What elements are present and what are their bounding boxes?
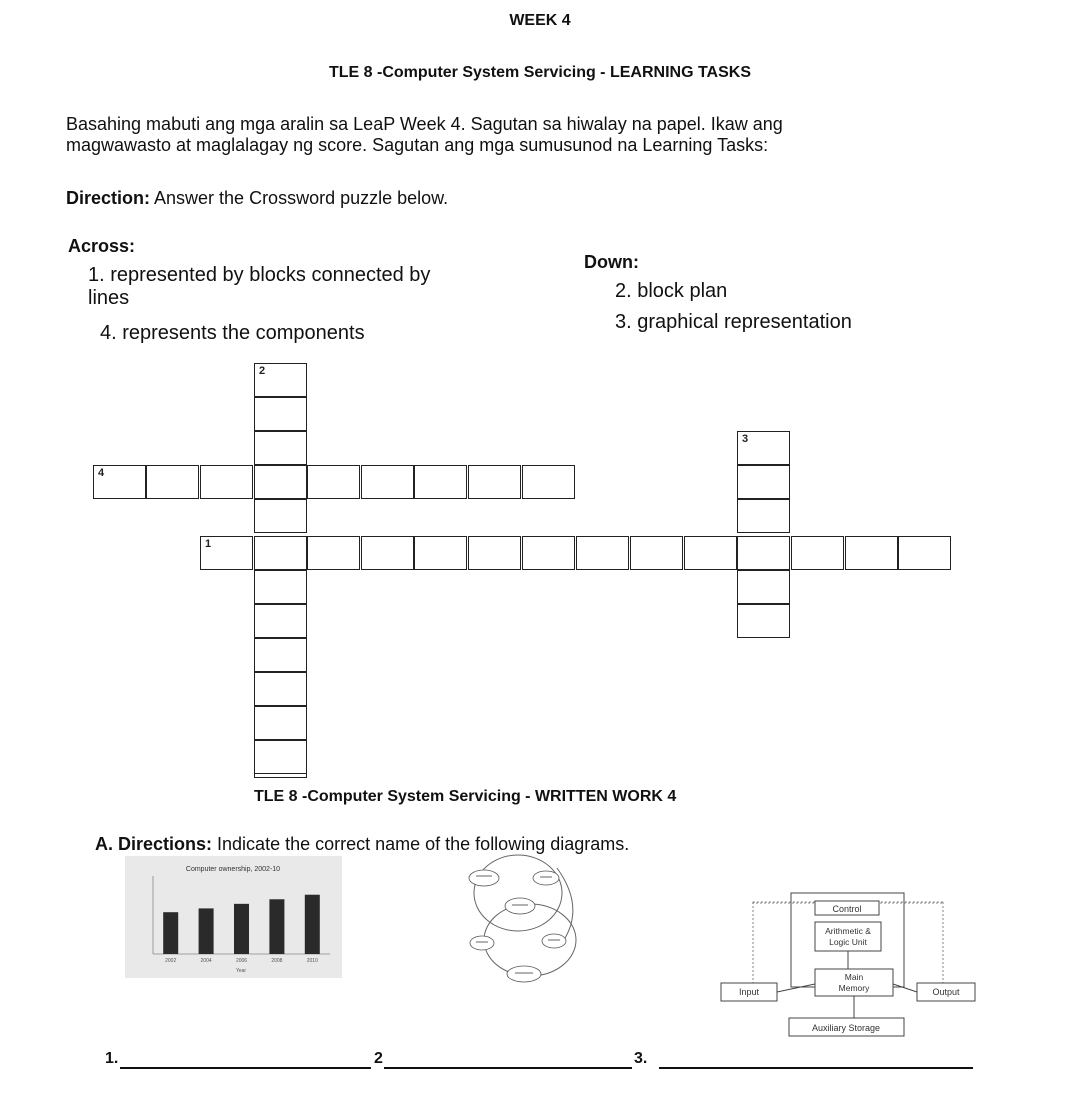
crossword-cell[interactable] bbox=[361, 465, 414, 499]
crossword-cell[interactable] bbox=[522, 465, 575, 499]
cycle-node bbox=[507, 966, 541, 982]
crossword-cell[interactable] bbox=[254, 499, 307, 533]
crossword-cell-4-across-1[interactable] bbox=[93, 465, 146, 499]
input-label: Input bbox=[738, 987, 760, 997]
crossword-cell[interactable] bbox=[737, 465, 790, 499]
written-work-directions-text: Indicate the correct name of the following diagrams. bbox=[212, 834, 630, 854]
written-work-title: TLE 8 -Computer System Servicing - WRITTEN WORK 4 bbox=[254, 788, 677, 805]
crossword-cell[interactable] bbox=[254, 465, 307, 499]
crossword-cell[interactable] bbox=[522, 536, 575, 570]
chart-title: Computer ownership, 2002-10 bbox=[185, 866, 281, 873]
crossword-cell[interactable] bbox=[414, 536, 467, 570]
clue-number-2: 2 bbox=[259, 365, 266, 377]
answer-label-1: 1. bbox=[105, 1050, 119, 1067]
crossword-cell-3-down-1[interactable] bbox=[737, 431, 790, 465]
storage-label: Auxiliary Storage bbox=[811, 1023, 881, 1033]
crossword-cell[interactable] bbox=[254, 672, 307, 706]
across-clue-4: 4. represents the components bbox=[100, 322, 365, 344]
chart-x-tick-label: 2006 bbox=[235, 958, 248, 964]
crossword-cell[interactable] bbox=[307, 465, 360, 499]
crossword-cell[interactable] bbox=[737, 570, 790, 604]
cycle-node bbox=[469, 870, 499, 886]
across-clue-1-continued: lines bbox=[88, 287, 130, 309]
crossword-cell[interactable] bbox=[254, 706, 307, 740]
memory-label-line-1: Main bbox=[844, 972, 864, 982]
cycle-node bbox=[470, 936, 494, 950]
crossword-cell[interactable] bbox=[468, 465, 521, 499]
crossword-cell[interactable] bbox=[576, 536, 629, 570]
chart-x-label: Year bbox=[235, 968, 247, 974]
chart-bar bbox=[163, 912, 178, 954]
crossword-cell-bottom-edge bbox=[254, 773, 307, 778]
crossword-cell[interactable] bbox=[791, 536, 844, 570]
control-label: Control bbox=[832, 904, 862, 914]
answer-label-3: 3. bbox=[634, 1050, 648, 1067]
answer-label-2: 2 bbox=[374, 1050, 383, 1067]
crossword-cell[interactable] bbox=[684, 536, 737, 570]
down-clue-2: 2. block plan bbox=[615, 280, 728, 302]
across-clue-1: 1. represented by blocks connected by bbox=[88, 264, 431, 286]
crossword-cell[interactable] bbox=[254, 740, 307, 774]
alu-label-line-1: Arithmetic & bbox=[825, 926, 871, 936]
chart-bar bbox=[199, 908, 214, 954]
crossword-cell[interactable] bbox=[307, 536, 360, 570]
crossword-cell[interactable] bbox=[737, 604, 790, 638]
instructions-line-1: Basahing mabuti ang mga aralin sa LeaP Week 4. Sagutan sa hiwalay na papel. Ikaw ang bbox=[66, 114, 783, 134]
instructions-line-2: magwawasto at maglalagay ng score. Sagutan ang mga sumusunod na Learning Tasks: bbox=[66, 135, 769, 155]
chart-bar bbox=[234, 904, 249, 954]
direction-text: Answer the Crossword puzzle below. bbox=[150, 188, 449, 208]
crossword-cell-1-across-1[interactable] bbox=[200, 536, 253, 570]
input-connector bbox=[777, 984, 815, 992]
crossword-cell[interactable] bbox=[254, 536, 307, 570]
crossword-cell[interactable] bbox=[254, 638, 307, 672]
memory-label-line-2: Memory bbox=[838, 983, 870, 993]
week-heading: WEEK 4 bbox=[509, 12, 571, 29]
crossword-cell[interactable] bbox=[254, 570, 307, 604]
across-title: Across: bbox=[68, 236, 136, 256]
cycle-node bbox=[542, 934, 566, 948]
output-connector bbox=[893, 984, 917, 992]
chart-x-tick-label: 2010 bbox=[306, 958, 318, 964]
clue-number-3: 3 bbox=[742, 433, 749, 445]
crossword-cell[interactable] bbox=[737, 499, 790, 533]
chart-x-tick-label: 2008 bbox=[271, 958, 283, 964]
learning-tasks-title: TLE 8 -Computer System Servicing - LEARNING TASKS bbox=[329, 64, 751, 81]
alu-label-line-2: Logic Unit bbox=[829, 937, 867, 947]
cycle-node bbox=[505, 898, 535, 914]
crossword-cell-2-down-1[interactable] bbox=[254, 363, 307, 397]
crossword-cell[interactable] bbox=[898, 536, 951, 570]
direction-line bbox=[66, 188, 448, 209]
crossword-cell[interactable] bbox=[845, 536, 898, 570]
chart-x-tick-label: 2004 bbox=[200, 958, 212, 964]
crossword-cell[interactable] bbox=[146, 465, 199, 499]
cycle-loop-upper bbox=[474, 855, 562, 931]
down-title: Down: bbox=[584, 252, 639, 272]
answer-line-2[interactable] bbox=[384, 1067, 632, 1069]
answer-line-3[interactable] bbox=[659, 1067, 973, 1069]
cycle-diagram bbox=[462, 848, 592, 983]
direction-label: Direction: bbox=[66, 188, 151, 208]
crossword-cell[interactable] bbox=[361, 536, 414, 570]
chart-bar bbox=[305, 895, 320, 954]
chart-bar bbox=[269, 899, 284, 954]
computer-block-diagram bbox=[717, 888, 980, 1040]
crossword-cell[interactable] bbox=[254, 397, 307, 431]
clue-number-4: 4 bbox=[98, 467, 105, 479]
answer-line-1[interactable] bbox=[120, 1067, 371, 1069]
output-label: Output bbox=[932, 987, 960, 997]
crossword-cell[interactable] bbox=[254, 431, 307, 465]
crossword-cell[interactable] bbox=[468, 536, 521, 570]
crossword-cell[interactable] bbox=[414, 465, 467, 499]
bar-chart-diagram bbox=[125, 856, 342, 978]
clue-number-1: 1 bbox=[205, 538, 212, 550]
crossword-cell[interactable] bbox=[200, 465, 253, 499]
down-clue-3: 3. graphical representation bbox=[615, 311, 852, 333]
crossword-cell[interactable] bbox=[737, 536, 790, 570]
chart-x-tick-label: 2002 bbox=[165, 958, 177, 964]
crossword-cell[interactable] bbox=[630, 536, 683, 570]
crossword-cell[interactable] bbox=[254, 604, 307, 638]
cycle-node bbox=[533, 871, 559, 885]
written-work-directions-label: A. Directions: bbox=[95, 834, 213, 854]
